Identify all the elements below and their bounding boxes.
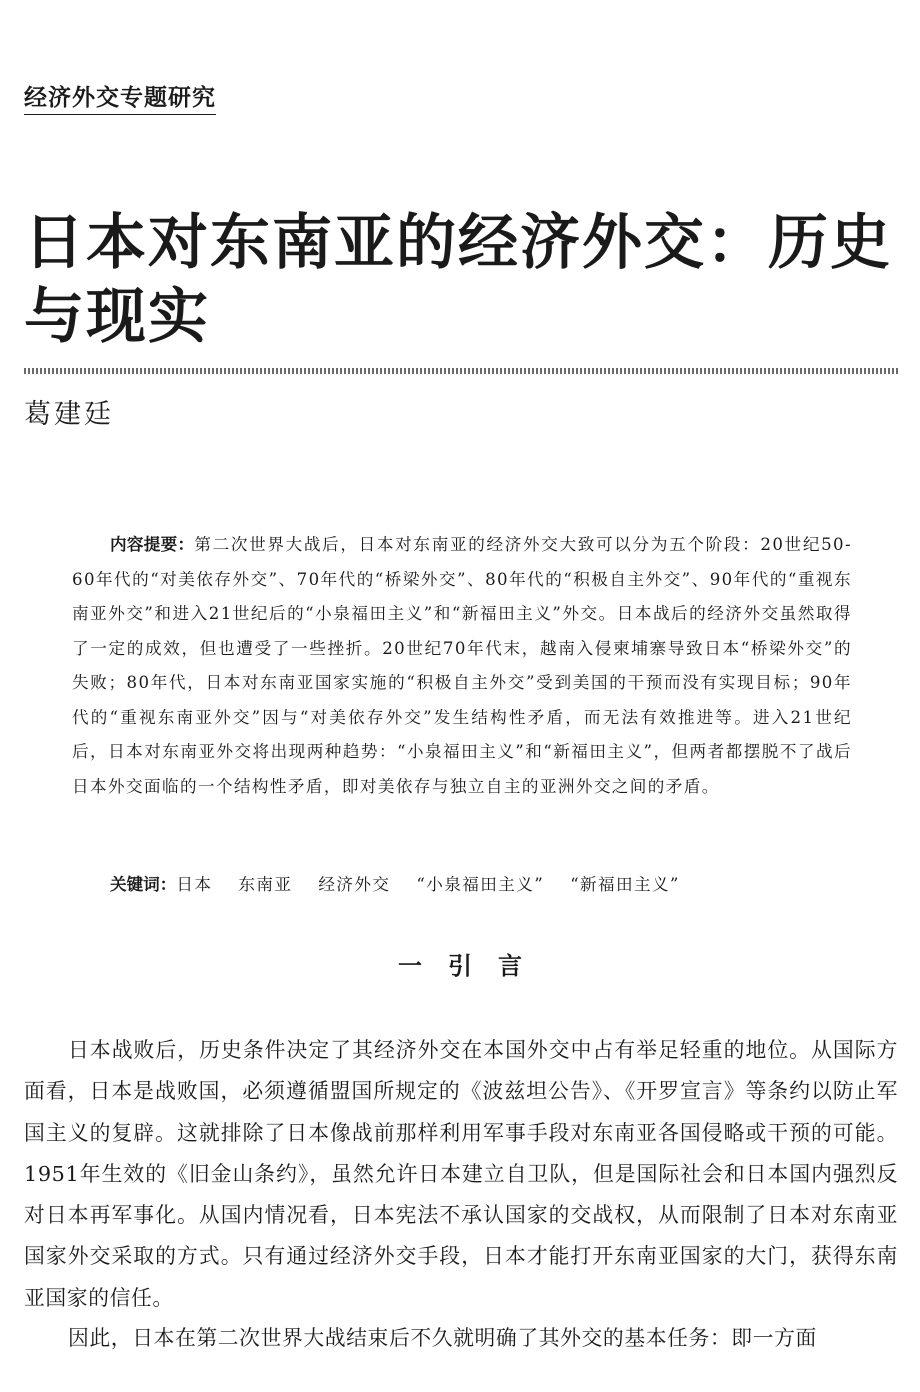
author-name: 葛建廷 — [24, 399, 114, 430]
keyword: 经济外交 — [318, 875, 391, 894]
abstract — [72, 528, 852, 804]
abstract-label: 内容提要： — [110, 535, 195, 554]
keyword: 日本 — [176, 875, 213, 894]
column-tag: 经济外交专题研究 — [24, 84, 216, 115]
body-paragraph: 日本战败后，历史条件决定了其经济外交在本国外交中占有举足轻重的地位。从国际方面看，日本是战败国，必须遵循盟国所规定的《波兹坦公告》、《开罗宣言》等条约以防止军国主义的复辟。这就排除了日本像战前那样利用军事手段对东南亚各国侵略或干预的可能。1951年生效的《旧金山条约》，虽然允许日本建立自卫队，但是国际社会和日本国内强烈反对日本再军事化。从国内情况看，日本宪法不承认国家的交战权，从而限制了日本对东南亚国家外交采取的方式。只有通过经济外交手段，日本才能打开东南亚国家的大门，获得东南亚国家的信任。 — [24, 1038, 898, 1310]
keyword: “新福田主义” — [570, 875, 680, 894]
keyword: “小泉福田主义” — [416, 875, 545, 894]
keyword: 东南亚 — [238, 875, 293, 894]
keywords — [72, 868, 852, 902]
title-divider — [24, 368, 898, 374]
body-paragraph: 因此，日本在第二次世界大战结束后不久就明确了其外交的基本任务：即一方面 — [68, 1326, 817, 1350]
abstract-text: 第二次世界大战后，日本对东南亚的经济外交大致可以分为五个阶段：20世纪50-60年代的“对美依存外交”、70年代的“桥梁外交”、80年代的“积极自主外交”、90年代的“重视东南亚外交”和进入21世纪后的“小泉福田主义”和“新福田主义”外交。日本战后的经济外交虽然取得了一定的成效，但也遭受了一些挫折。20世纪70年代末，越南入侵柬埔寨导致日本“桥梁外交”的失败；80年代，日本对东南亚国家实施的“积极自主外交”受到美国的干预而没有实现目标；90年代的“重视东南亚外交”因与“对美依存外交”发生结构性矛盾，而无法有效推进等。进入21世纪后，日本对东南亚外交将出现两种趋势：“小泉福田主义”和“新福田主义”，但两者都摆脱不了战后日本外交面临的一个结构性矛盾，即对美依存与独立自主的亚洲外交之间的矛盾。 — [72, 535, 852, 796]
keywords-label: 关键词： — [110, 875, 177, 894]
article-title: 日本对东南亚的经济外交：历史与现实 — [24, 208, 892, 352]
section-heading: 一引言 — [398, 952, 548, 980]
